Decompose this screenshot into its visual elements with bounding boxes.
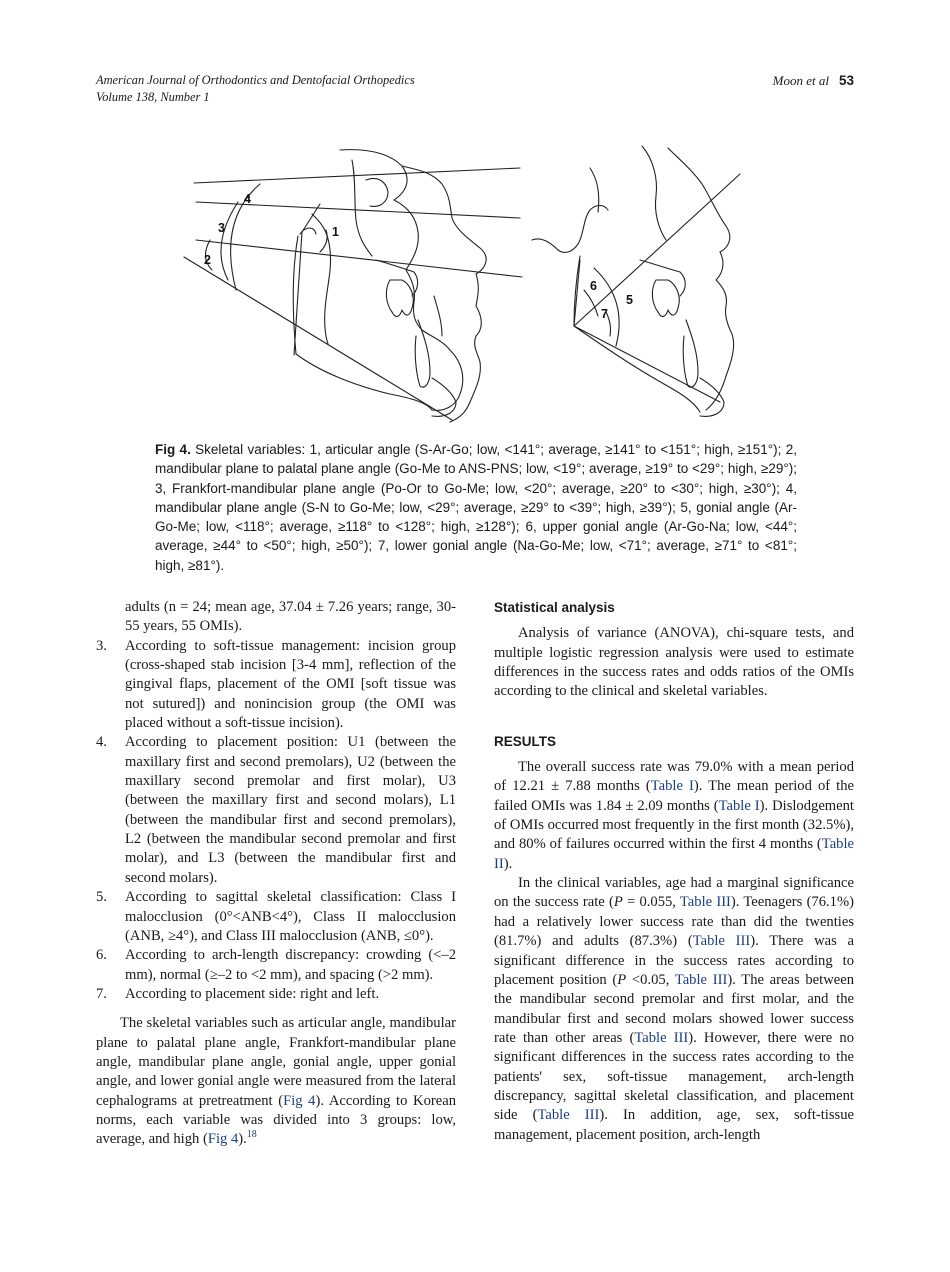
face-profile-right: [668, 148, 734, 410]
paragraph-text: <0.05,: [626, 971, 675, 988]
paragraph-text: ).: [503, 855, 513, 872]
sn-line: [194, 168, 520, 183]
palatal-line: [196, 240, 522, 277]
arc-6: [584, 290, 598, 316]
table-3-link[interactable]: Table III: [537, 1107, 600, 1124]
results-paragraph-2: [494, 874, 854, 1145]
left-tracing: [184, 150, 522, 422]
upper-molar-right: [652, 280, 679, 316]
section-heading-results: RESULTS: [494, 733, 557, 749]
table-1-link[interactable]: Table I: [718, 797, 760, 814]
table-3-link[interactable]: Table III: [674, 971, 728, 988]
right-column: [494, 598, 854, 1145]
statistical-analysis-paragraph: Analysis of variance (ANOVA), chi-square tests, and multiple logistic regression analysis were used to estimate differences in the success rates and odds ratios of the OMIs according to the clinical and skeletal variables.: [494, 625, 854, 700]
skeletal-variables-paragraph: [96, 1014, 456, 1149]
label-angle-3: 3: [218, 221, 225, 235]
paragraph-text: ). The mean period of the failed OMIs was 1.84 ± 2.09 months (: [494, 778, 855, 814]
list-text: According to arch-length discrepancy: crowding (<–2 mm), normal (≥–2 to <2 mm), and spacing (>2 mm).: [125, 947, 456, 983]
table-2-link[interactable]: Table II: [494, 836, 854, 872]
reference-18-link[interactable]: 18: [246, 1129, 257, 1141]
page-number: 53: [838, 73, 854, 88]
figure-4-cephalometric-tracings: [180, 140, 780, 425]
running-header: [96, 72, 415, 106]
caption-label: Fig 4.: [155, 442, 191, 457]
label-angle-4: 4: [244, 192, 251, 206]
paragraph-text: ). Teenagers (76.1%) had a relatively lower success rate than did the twenties (81.7%) and adults (87.3%) (: [494, 894, 854, 950]
skull-outline-right: [532, 206, 608, 253]
list-number: 7.: [96, 985, 107, 1002]
list-number: 4.: [96, 734, 107, 751]
figure-caption: [155, 440, 797, 575]
lower-incisor-right: [683, 320, 698, 387]
p-value-symbol: P: [617, 971, 627, 988]
list-item-continuation: adults (n = 24; mean age, 37.04 ± 7.26 years; range, 30-55 years, 55 OMIs).: [125, 599, 456, 635]
paragraph-text: The overall success rate was 79.0% with a mean period of 12.21 ± 7.88 months (: [494, 759, 854, 795]
paragraph-text: ). In addition, age, sex, soft-tissue management, placement position, arch-length: [494, 1107, 854, 1143]
fig-4-link[interactable]: Fig 4: [207, 1131, 239, 1148]
right-tracing: [532, 146, 740, 416]
cranial-base: [312, 214, 331, 344]
table-3-link[interactable]: Table III: [692, 933, 751, 950]
journal-title: American Journal of Orthodontics and Dentofacial Orthopedics: [96, 73, 415, 87]
label-angle-1: 1: [332, 225, 339, 239]
mandible-body: [296, 354, 432, 410]
fig-4-link[interactable]: Fig 4: [283, 1092, 316, 1109]
paragraph-text: ).: [238, 1131, 247, 1148]
table-1-link[interactable]: Table I: [650, 778, 694, 795]
mandible-body-right: [574, 326, 700, 412]
table-3-link[interactable]: Table III: [679, 894, 731, 911]
left-column: [96, 598, 456, 1150]
label-angle-2: 2: [204, 253, 211, 267]
list-item: [96, 733, 456, 888]
paragraph-text: ). However, there were no significant differences in the success rates according to the patients' sex, soft-tissue management, arch-length discrepancy, sagittal skeletal classification, and placement side (: [494, 1029, 854, 1124]
section-heading-statistical-analysis: Statistical analysis: [494, 600, 615, 615]
paragraph-text: ). Dislodgement of OMIs occurred most frequently in the first month (32.5%), and 80% of failures occurred within the first 4 months (: [494, 797, 854, 853]
list-number: 3.: [96, 637, 107, 654]
symphysis-right: [700, 378, 724, 416]
paragraph-text: ). According to Korean norms, each variable was divided into 3 groups: low, average, and high (: [96, 1092, 456, 1148]
table-3-link[interactable]: Table III: [634, 1029, 689, 1046]
author-line: Moon et al: [772, 73, 829, 88]
label-angle-7: 7: [601, 307, 608, 321]
list-text: According to soft-tissue management: incision group (cross-shaped stab incision [3-4 mm], reflection of the gingival flaps, placement of the OMI [soft tissue was not sutured]) and nonincision group (the OMI was placed without a soft-tissue incision).: [125, 637, 456, 732]
skull-right-top: [642, 146, 666, 240]
orbit: [366, 179, 388, 207]
caption-text: Skeletal variables: 1, articular angle (S-Ar-Go; low, <141°; average, ≥141° to <151°; high, ≥151°); 2, mandibular plane to palatal plane angle (Go-Me to ANS-PNS; low, <19°; average, ≥19° to <29°; high, ≥29°); 3, Frankfort-mandibular plane angle (Po-Or to Go-Me; low, <20°; average, ≥20° to <30°; high, ≥30°); 4, mandibular plane angle (S-N to Go-Me; low, <29°; average, ≥29° to <39°; high, ≥39°); 5, gonial angle (Ar-Go-Me; low, <118°; average, ≥118° to <128°; high, ≥128°); 6, upper gonial angle (Ar-Go-Na; low, <44°; average, ≥44° to <50°; high, ≥50°); 7, lower gonial angle (Na-Go-Me; low, <71°; average, ≥71° to <81°; high, ≥81°).: [155, 442, 797, 573]
paragraph-text: ). The areas between the mandibular second premolar and first molar, and the mandibular first and second molars showed lower success rate than other areas (: [494, 971, 854, 1046]
arc-3: [221, 202, 238, 280]
paragraph-text: In the clinical variables, age had a marginal significance on the success rate (: [494, 875, 854, 911]
list-text: According to sagittal skeletal classification: Class I malocclusion (0°<ANB<4°), Class II malocclusion (ANB, ≥4°), and Class III malocclusion (ANB, ≤0°).: [125, 889, 456, 944]
ramus-line: [294, 232, 302, 355]
label-angle-6: 6: [590, 279, 597, 293]
list-number: 5.: [96, 889, 107, 906]
header-right: [773, 72, 854, 89]
label-angle-5: 5: [626, 293, 633, 307]
list-number: 6.: [96, 947, 107, 964]
list-text: According to placement side: right and left.: [125, 985, 380, 1002]
upper-molar: [386, 280, 413, 316]
upper-incisor: [434, 296, 442, 336]
results-paragraph-1: [494, 758, 854, 874]
list-item: [96, 637, 456, 734]
list-text: According to placement position: U1 (between the maxillary first and second premolars), U2 (between the maxillary second premolar and first molar), U3 (between the maxillary first and second molars), L1 (between the mandibular first and second premolars), L2 (between the mandibular second premolar and first molar), and L3 (between the mandibular first and second molars).: [125, 734, 456, 886]
maxilla-right: [640, 260, 685, 296]
paragraph-text: ). There was a significant difference in the success rates according to placement position (: [494, 933, 855, 988]
paragraph-text: The skeletal variables such as articular angle, mandibular plane to palatal plane angle, Frankfort-mandibular plane angle, mandibular plane angle, gonial angle, upper gonial angle, and lower gonial angle were measured from the lateral cephalograms at pretreatment (: [96, 1015, 456, 1109]
list-item: [96, 888, 456, 946]
paragraph-text: = 0.055,: [622, 894, 680, 911]
list-item: [96, 946, 456, 985]
journal-volume: Volume 138, Number 1: [96, 90, 210, 104]
p-value-symbol: P: [613, 894, 623, 911]
list-item: [96, 985, 456, 1004]
